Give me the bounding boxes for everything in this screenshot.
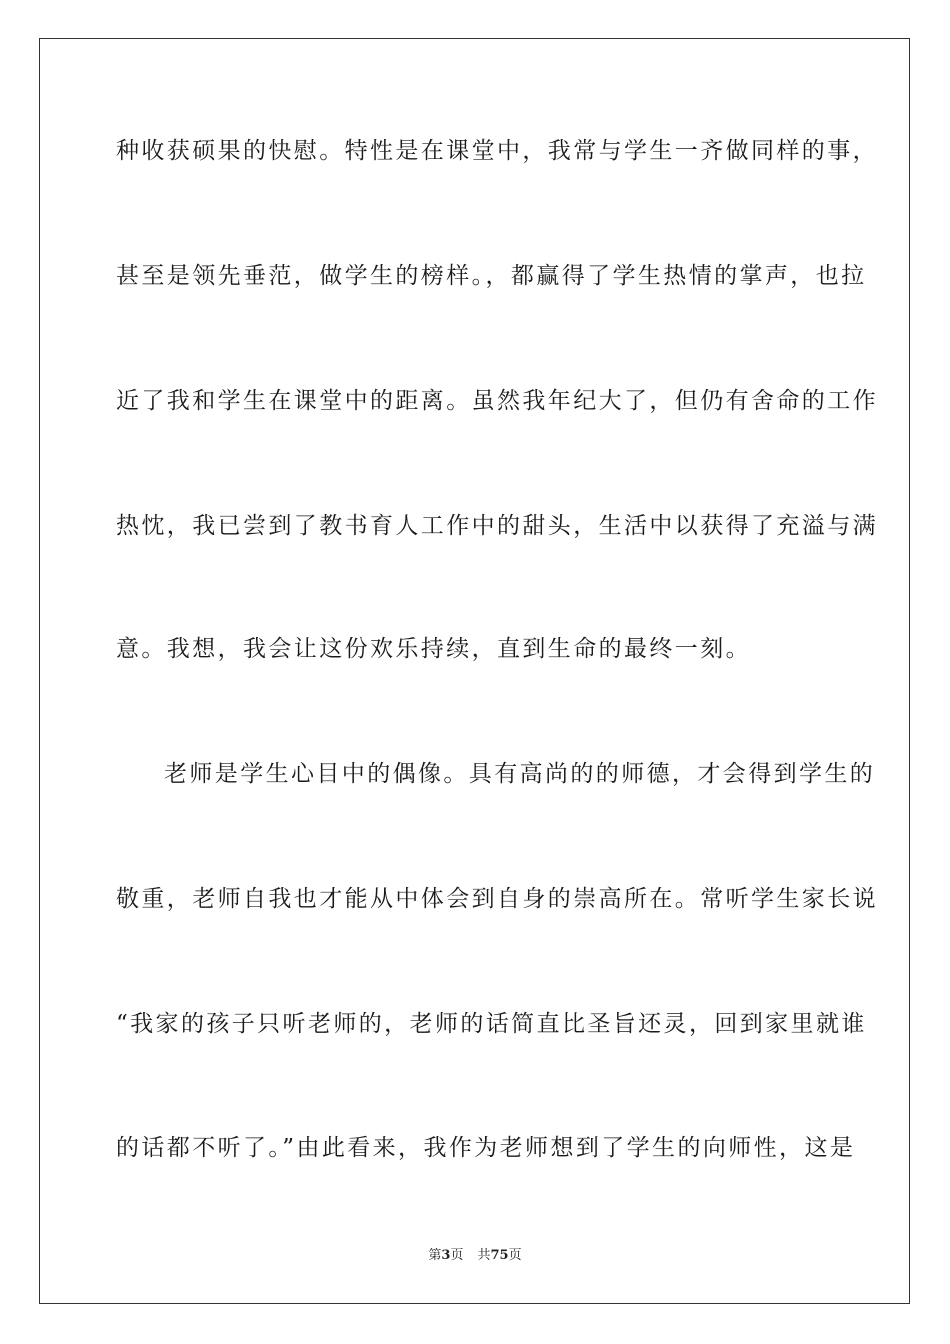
page-prefix: 第 xyxy=(428,1248,442,1263)
total-pages: 75 xyxy=(490,1248,509,1263)
text-line: 甚至是领先垂范，做学生的榜样。，都赢得了学生热情的掌声，也拉 xyxy=(116,263,867,289)
page-footer xyxy=(0,1247,950,1265)
total-suffix: 页 xyxy=(508,1248,522,1263)
total-prefix: 共 xyxy=(477,1248,491,1263)
text-line: “我家的孩子只听老师的，老师的话简直比圣旨还灵，回到家里就谁 xyxy=(116,1011,867,1037)
paragraph-first-line: 老师是学生心目中的偶像。具有高尚的的师德，才会得到学生的 xyxy=(164,761,876,787)
text-line: 意。我想，我会让这份欢乐持续，直到生命的最终一刻。 xyxy=(116,636,751,662)
text-line: 热忱，我已尝到了教书育人工作中的甜头，生活中以获得了充溢与满 xyxy=(116,513,878,539)
page-number: 3 xyxy=(441,1248,451,1263)
page-suffix: 页 xyxy=(450,1248,464,1263)
text-line: 近了我和学生在课堂中的距离。虽然我年纪大了，但仍有舍命的工作 xyxy=(116,388,878,414)
text-line: 种收获硕果的快慰。特性是在课堂中，我常与学生一齐做同样的事， xyxy=(116,138,878,164)
text-line: 的话都不听了。”由此看来，我作为老师想到了学生的向师性，这是 xyxy=(116,1135,856,1161)
page-border xyxy=(39,38,910,1304)
text-line: 敬重，老师自我也才能从中体会到自身的崇高所在。常听学生家长说 xyxy=(116,886,878,912)
